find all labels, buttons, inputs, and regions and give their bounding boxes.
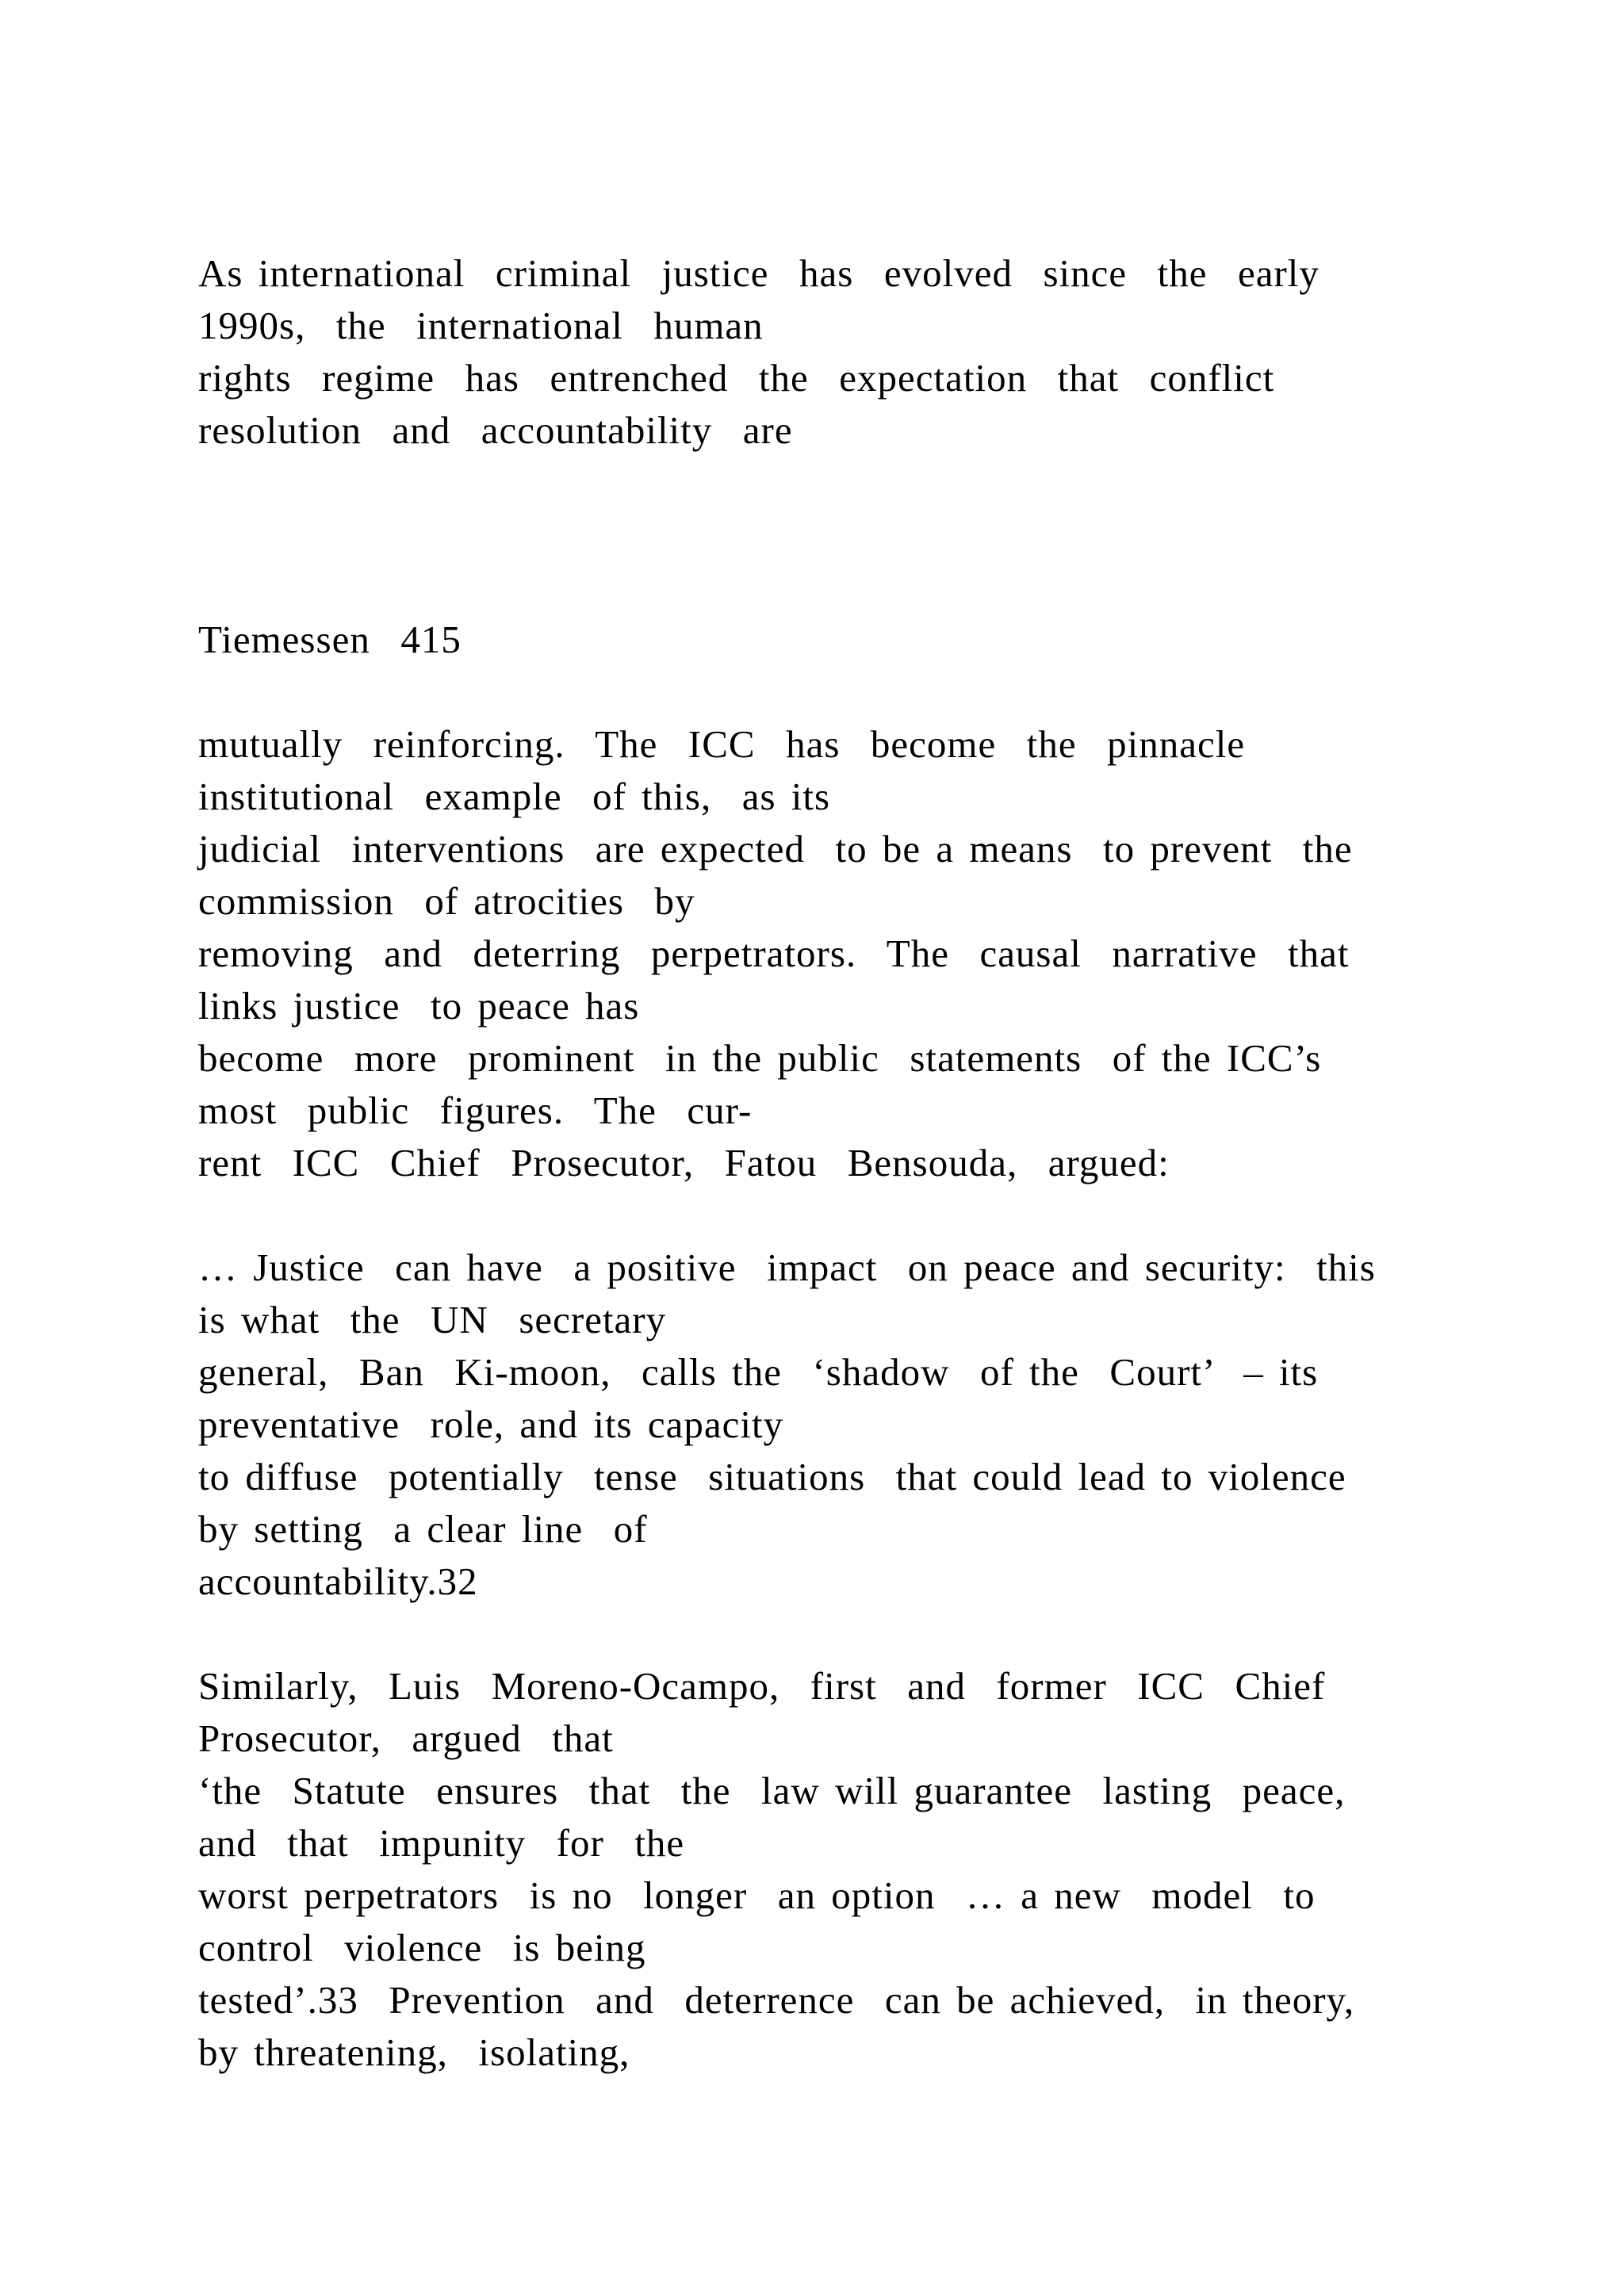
text-line: institutional example of this, as its	[198, 775, 831, 818]
text-line: Similarly, Luis Moreno-Ocampo, first and former ICC Chief	[198, 1664, 1326, 1708]
paragraph-ocampo	[198, 1660, 1530, 2079]
text-line: control violence is being	[198, 1926, 646, 1969]
text-line: rent ICC Chief Prosecutor, Fatou Bensouda, argued:	[198, 1141, 1170, 1184]
quote-line: … Justice can have a positive impact on peace and security: this	[198, 1246, 1376, 1289]
text-line: by threatening, isolating,	[198, 2030, 630, 2074]
text-line: Prosecutor, argued that	[198, 1716, 614, 1760]
running-header	[198, 614, 1530, 666]
quote-line: general, Ban Ki-moon, calls the ‘shadow of the Court’ – its	[198, 1350, 1319, 1394]
paragraph-icc	[198, 718, 1530, 1189]
text-line: worst perpetrators is no longer an option … a new model to	[198, 1873, 1316, 1917]
text-line: most public figures. The cur-	[198, 1089, 753, 1132]
text-line: links justice to peace has	[198, 984, 640, 1027]
text-line: rights regime has entrenched the expectation that conflict	[198, 356, 1275, 400]
text-line: and that impunity for the	[198, 1821, 685, 1865]
text-line: mutually reinforcing. The ICC has become the pinnacle	[198, 722, 1246, 766]
quote-line: is what the UN secretary	[198, 1298, 667, 1341]
text-line: become more prominent in the public statements of the ICC’s	[198, 1036, 1322, 1080]
spacer	[198, 666, 1530, 718]
text-line: judicial interventions are expected to be a means to prevent the	[198, 827, 1353, 871]
body-text	[198, 247, 1530, 2079]
text-line: commission of atrocities by	[198, 879, 695, 923]
spacer	[198, 1608, 1530, 1660]
spacer	[198, 1189, 1530, 1242]
text-line: ‘the Statute ensures that the law will guarantee lasting peace,	[198, 1769, 1346, 1812]
quote-line: preventative role, and its capacity	[198, 1402, 784, 1446]
text-line: 1990s, the international human	[198, 304, 764, 347]
quote-line: by setting a clear line of	[198, 1507, 648, 1551]
page-header-text: Tiemessen 415	[198, 618, 462, 661]
quote-line: accountability.32	[198, 1559, 478, 1603]
text-line: As international criminal justice has evolved since the early	[198, 251, 1320, 295]
block-quote	[198, 1242, 1530, 1608]
paragraph-intro	[198, 247, 1530, 457]
text-line: removing and deterring perpetrators. The causal narrative that	[198, 932, 1350, 975]
text-line: resolution and accountability are	[198, 408, 793, 452]
text-line: tested’.33 Prevention and deterrence can be achieved, in theory,	[198, 1978, 1355, 2022]
quote-line: to diffuse potentially tense situations that could lead to violence	[198, 1455, 1346, 1498]
spacer	[198, 457, 1530, 614]
